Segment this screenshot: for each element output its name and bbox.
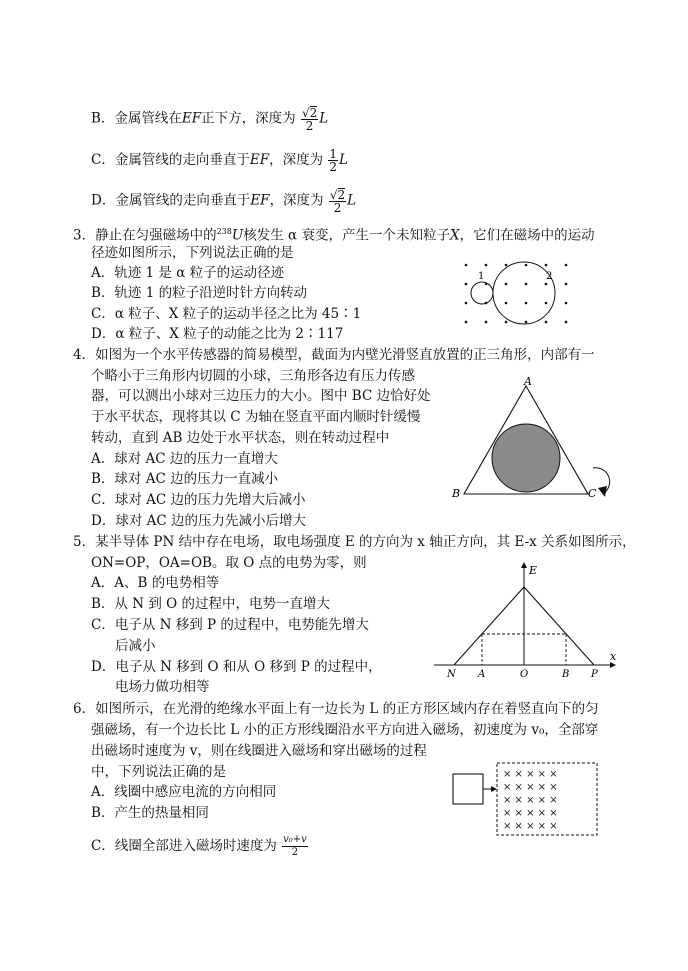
q3-stem-line1: 3．静止在匀强磁场中的$^{238}$U核发生 α 衰变，产生一个未知粒子X，它们在磁场中的运动 xyxy=(73,227,595,244)
q4-option-d: D．球对 AC 边的压力先减小后增大 xyxy=(91,513,306,529)
e-axis-label: E xyxy=(529,564,538,577)
vertex-c-label: C xyxy=(588,487,597,500)
q3-option-d: D．α 粒子、X 粒子的动能之比为 2∶117 xyxy=(91,326,344,342)
q2-option-c: C．金属管线的走向垂直于EF，深度为 $\frac{1}{2}$ L xyxy=(91,147,348,174)
q5-option-b: B．从 N 到 O 的过程中，电势一直增大 xyxy=(91,596,330,612)
q5-ex-graph xyxy=(430,560,620,678)
q4-stem-line4: 于水平状态，现将其以 C 为轴在竖直平面内顺时针缓慢 xyxy=(91,409,421,425)
q5-option-a: A．A、B 的电势相等 xyxy=(91,575,220,591)
q3-option-b: B．轨迹 1 的粒子沿逆时针方向转动 xyxy=(91,285,308,301)
q5-stem-line2: ON=OP，OA=OB。取 O 点的电势为零，则 xyxy=(91,555,367,571)
point-b-label: B xyxy=(562,669,570,678)
q4-option-c: C．球对 AC 边的压力先增大后减小 xyxy=(91,492,306,508)
q4-stem-line3: 器，可以测出小球对三边压力的大小。图中 BC 边恰好处 xyxy=(91,388,431,404)
track-1-circle xyxy=(471,282,493,304)
e-axis-arrow xyxy=(521,562,527,568)
q6-stem-line3: 出磁场时速度为 v，则在线圈进入磁场和穿出磁场的过程 xyxy=(91,743,427,759)
q6-stem-line1: 6．如图所示，在光滑的绝缘水平面上有一边长为 L 的正方形区域内存在着竖直向下的匀 xyxy=(73,701,599,717)
x-axis-label: x xyxy=(610,650,617,663)
q4-stem-line2: 个略小于三角形内切圆的小球，三角形各边有压力传感 xyxy=(91,368,415,384)
track-1-label: 1 xyxy=(478,271,485,282)
q4-stem-line5: 转动，直到 AB 边处于水平状态，则在转动过程中 xyxy=(91,430,390,446)
q5-option-c-line2: 后减小 xyxy=(115,638,156,654)
velocity-arrow-head xyxy=(491,786,497,792)
sqrt2-over-2: $\frac{√2}{2}$ xyxy=(329,188,346,215)
point-o-label: O xyxy=(520,669,529,678)
ball xyxy=(492,424,560,492)
track-2-label: 2 xyxy=(546,271,553,282)
q6-magnetic-field-figure xyxy=(448,760,608,842)
q3-stem-line2: 径迹如图所示，下列说法正确的是 xyxy=(91,245,294,261)
q6-stem-line4: 中，下列说法正确的是 xyxy=(91,764,226,780)
q2-option-b: B．金属管线在EF正下方，深度为 $\frac{√2}{2}$ L xyxy=(91,106,329,133)
svg-text:× × × × ×: × × × × × xyxy=(503,808,558,819)
q6-option-a: A．线圈中感应电流的方向相同 xyxy=(91,784,277,800)
q5-stem-line1: 5．某半导体 PN 结中存在电场，取电场强度 E 的方向为 x 轴正方向，其 E-x 关系如图所示， xyxy=(73,534,636,550)
q6-option-c: C．线圈全部进入磁场时速度为 $\frac{\text{v₀+v}}{2}$ xyxy=(91,834,307,858)
svg-text:× × × × ×: × × × × × xyxy=(503,769,558,780)
q3-option-a: A．轨迹 1 是 α 粒子的运动径迹 xyxy=(91,265,285,281)
q4-option-a: A．球对 AC 边的压力一直增大 xyxy=(91,451,278,467)
vertex-a-label: A xyxy=(524,376,532,388)
arrow-head xyxy=(598,486,607,497)
q5-option-d-line1: D．电子从 N 移到 O 和从 O 移到 P 的过程中， xyxy=(91,659,382,675)
q6-option-b: B．产生的热量相同 xyxy=(91,805,209,821)
one-over-2: $\frac{1}{2}$ xyxy=(329,147,338,174)
svg-text:× × × × ×: × × × × × xyxy=(503,795,558,806)
q2-option-d: D．金属管线的走向垂直于EF，深度为 $\frac{√2}{2}$ L xyxy=(91,188,357,215)
point-a-label: A xyxy=(478,669,486,678)
vertex-b-label: B xyxy=(452,487,461,500)
coil-square xyxy=(453,774,483,804)
q5-option-d-line2: 电场力做功相等 xyxy=(115,679,210,695)
q4-option-b: B．球对 AC 边的压力一直减小 xyxy=(91,471,279,487)
field-crosses xyxy=(503,769,558,832)
svg-text:× × × × ×: × × × × × xyxy=(503,782,558,793)
q4-stem-line1: 4．如图为一个水平传感器的简易模型，截面为内壁光滑竖直放置的正三角形，内部有一 xyxy=(73,347,595,363)
point-p-label: P xyxy=(591,669,598,678)
q4-triangle-figure xyxy=(448,376,618,506)
q3-trajectory-figure xyxy=(460,255,580,333)
q3-option-c: C．α 粒子、X 粒子的运动半径之比为 45∶1 xyxy=(91,306,362,322)
point-n-label: N xyxy=(447,669,456,678)
v-average-fraction: $\frac{\text{v₀+v}}{2}$ xyxy=(283,834,307,858)
q6-stem-line2: 强磁场，有一个边长比 L 小的正方形线圈沿水平方向进入磁场，初速度为 v₀，全部穿 xyxy=(91,722,599,738)
svg-text:× × × × ×: × × × × × xyxy=(503,821,558,832)
sqrt2-over-2: $\frac{√2}{2}$ xyxy=(301,106,318,133)
q5-option-c-line1: C．电子从 N 移到 P 的过程中，电势能先增大 xyxy=(91,617,369,633)
